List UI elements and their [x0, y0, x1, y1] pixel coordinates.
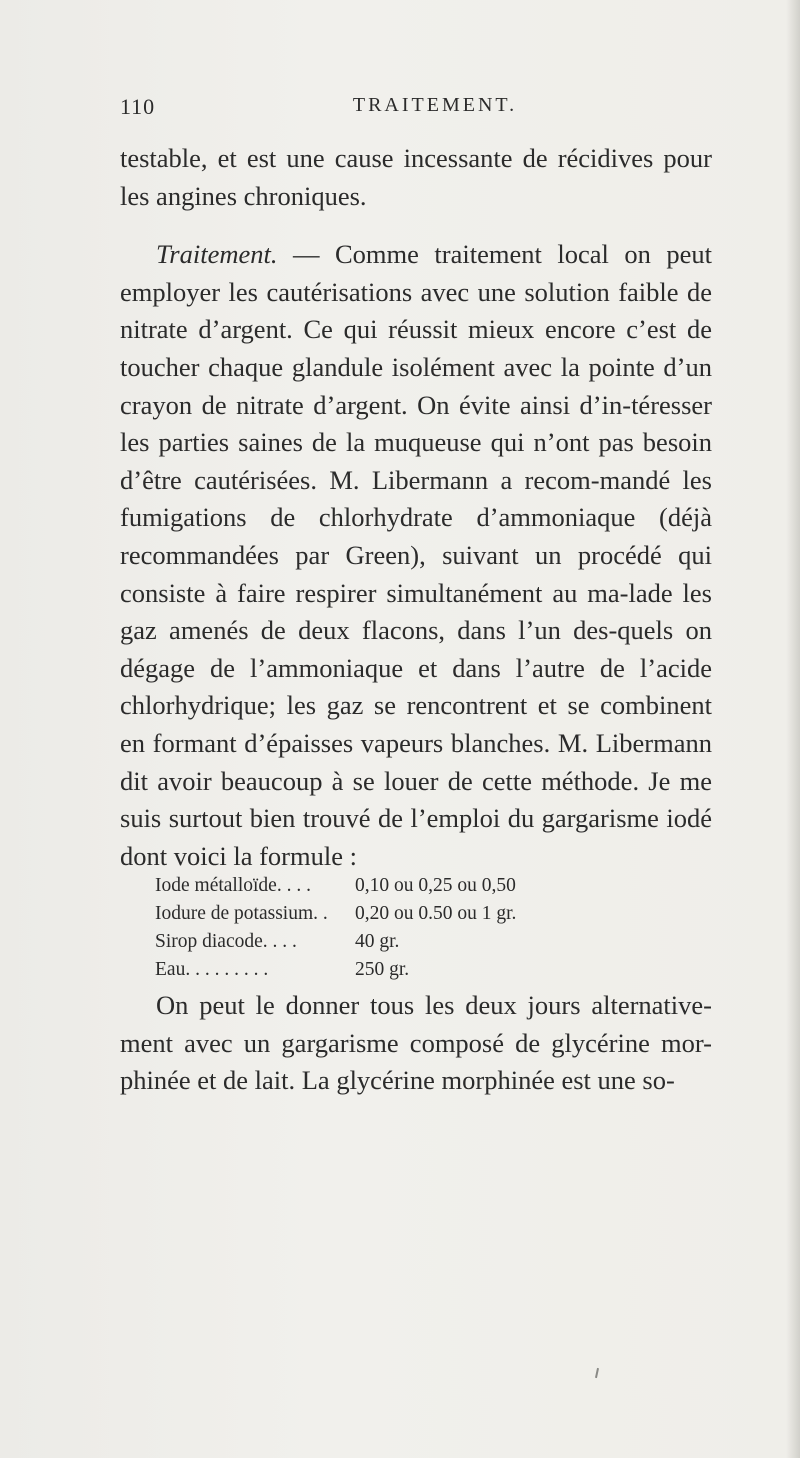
- formula-quantity: 0,10 ou 0,25 ou 0,50: [355, 875, 516, 896]
- section-lead: Traitement.: [156, 239, 278, 270]
- running-head: TRAITEMENT.: [352, 94, 518, 116]
- paragraph-traitement: [120, 236, 712, 875]
- formula-row: [155, 872, 715, 900]
- formula-ingredient: Iodure de potassium. .: [155, 903, 328, 924]
- formula-table: [155, 872, 715, 984]
- paragraph-gap: [120, 215, 712, 236]
- paper-speck: [595, 1368, 599, 1378]
- page-edge-shadow: [786, 0, 800, 1458]
- paragraph-text: — Comme traitement local on peut employer les cautérisations avec une solution faible de nitrate d’argent. Ce qui réussit mieux encore c’est de toucher chaque glandule isolément avec la pointe d’un crayon de nitrate d’argent. On évite ainsi d’in-téresser les parties saines de la muqueuse qui n’ont pas besoin d’être cautérisées. M. Libermann a recom-mandé les fumigations de chlorhydrate d’ammoniaque (déjà recommandées par Green), suivant un procédé qui consiste à faire respirer simultanément au ma-lade les gaz amenés de deux flacons, dans l’un des-quels on dégage de l’ammoniaque et dans l’autre de l’acide chlorhydrique; les gaz se rencontrent et se combinent en formant d’épaisses vapeurs blanches. M. Libermann dit avoir beaucoup à se louer de cette méthode. Je me suis surtout bien trouvé de l’emploi du gargarisme iodé dont voici la formule :: [120, 239, 712, 871]
- formula-row: [155, 928, 715, 956]
- formula-ingredient: Sirop diacode. . . .: [155, 931, 297, 952]
- closing-paragraph: On peut le donner tous les deux jours alternative-ment avec un gargarisme composé de glycérine mor-phinée et de lait. La glycérine morphinée est une so-: [120, 990, 712, 1096]
- formula-quantity: 250 gr.: [355, 959, 410, 980]
- paragraph-continuation: [120, 140, 712, 215]
- paragraph-text: testable, et est une cause incessante de récidives pour les angines chroniques.: [120, 143, 712, 211]
- formula-ingredient: Iode métalloïde. . . .: [155, 875, 311, 896]
- page-number: 110: [120, 94, 156, 119]
- formula-ingredient: Eau. . . . . . . . .: [155, 959, 269, 980]
- page-header: [120, 94, 710, 124]
- formula-row: [155, 956, 715, 984]
- closing-text: [120, 987, 712, 1100]
- formula-quantity: 40 gr.: [355, 931, 400, 952]
- main-text: [120, 140, 712, 875]
- formula-quantity: 0,20 ou 0.50 ou 1 gr.: [355, 903, 517, 924]
- formula-row: [155, 900, 715, 928]
